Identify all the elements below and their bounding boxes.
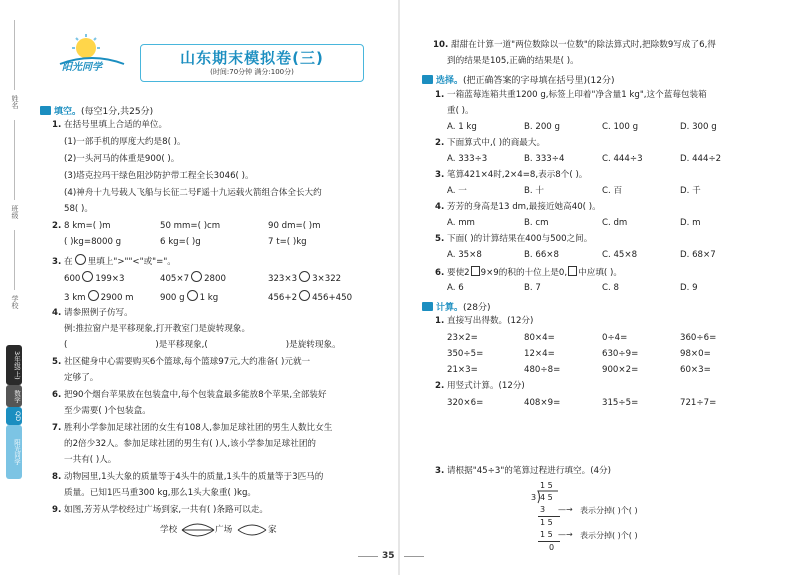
- choice-option[interactable]: B. 200 g: [524, 122, 560, 132]
- strip-line: [14, 120, 15, 200]
- question-text[interactable]: 下面算式中,( )的商最大。: [446, 138, 546, 148]
- ld-step3: 1 5: [540, 530, 553, 539]
- route-path: [238, 525, 266, 530]
- vertical-calc-item[interactable]: 721÷7=: [680, 398, 717, 408]
- choice-option[interactable]: C. 45×8: [602, 250, 638, 260]
- q2-r2b[interactable]: 6 kg=( )g: [160, 237, 201, 247]
- q4-part-c: )是旋转现象。: [285, 340, 341, 350]
- question-2: [52, 221, 61, 232]
- question-text[interactable]: 芳芳的身高是13 dm,最接近她高40( )。: [446, 202, 601, 212]
- square-blank-icon: [568, 266, 577, 276]
- compare-circle[interactable]: [88, 290, 99, 301]
- compare-circle[interactable]: [187, 290, 198, 301]
- choice-option[interactable]: C. 8: [602, 283, 619, 293]
- q1-line-4b[interactable]: 58( )。: [64, 204, 93, 214]
- route-path: [238, 530, 266, 535]
- question-number: 7.: [52, 423, 62, 433]
- q3-r1c: [268, 271, 341, 285]
- grade-badge: 3年级(上): [6, 345, 22, 385]
- square-blank-icon: [471, 266, 480, 276]
- ld-divisor: 3: [531, 493, 537, 502]
- choice-option[interactable]: A. 1 kg: [447, 122, 477, 132]
- choice-option[interactable]: A. mm: [447, 218, 475, 228]
- choice-option[interactable]: D. 444÷2: [680, 154, 722, 164]
- question-number: 4.: [435, 202, 445, 212]
- choice-option[interactable]: A. 6: [447, 283, 464, 293]
- compare-left: 456+2: [268, 293, 298, 303]
- q2-r1c[interactable]: 90 dm=( )m: [268, 221, 321, 231]
- question-text[interactable]: 如图,芳芳从学校经过广场到家,一共有( )条路可以走。: [63, 505, 268, 515]
- ld-remainder: 0: [549, 543, 555, 552]
- q5-line-2: 定够了。: [64, 373, 99, 383]
- question-9: [52, 505, 268, 516]
- ld-rule: [538, 541, 560, 542]
- section-note: (把正确答案的字母填在括号里)(12分): [463, 76, 615, 86]
- route-path: [182, 524, 214, 530]
- arrow-right-icon: —→: [558, 505, 573, 514]
- compare-left: 600: [64, 274, 81, 284]
- section-icon: [422, 302, 433, 311]
- choice-option[interactable]: D. 9: [680, 283, 698, 293]
- vertical-calc-item[interactable]: 315÷5=: [602, 398, 639, 408]
- q4-part-b: )是平移现象,(: [155, 340, 208, 350]
- arrow-right-icon: —→: [558, 530, 573, 539]
- question-number: 3.: [435, 466, 445, 476]
- q3-r2b: [160, 290, 218, 304]
- compare-left: 405×7: [160, 274, 190, 284]
- question-8: [52, 472, 323, 483]
- q4-part-a: (: [64, 340, 68, 350]
- choice-1: [435, 90, 707, 101]
- q2-r2c[interactable]: 7 t=( )kg: [268, 237, 307, 247]
- route-square-label: 广场: [215, 525, 233, 535]
- compare-left: 900 g: [160, 293, 185, 303]
- question-text: 把90个烟台苹果放在包装盒中,每个包装盒最多能放8个苹果,全部装好: [63, 390, 327, 400]
- choice-option[interactable]: B. 333÷4: [524, 154, 565, 164]
- question-number: 5.: [52, 357, 62, 367]
- route-home-label: 家: [268, 525, 277, 535]
- route-school-label: 学校: [160, 525, 178, 535]
- question-7: [52, 423, 332, 434]
- school-label: 学校: [11, 295, 19, 309]
- section-note: (28分): [463, 303, 491, 313]
- ld-dividend: 4 5: [540, 493, 553, 502]
- question-text: 请根据"45÷3"的笔算过程进行填空。(4分): [446, 466, 611, 476]
- question-number: 3.: [435, 170, 445, 180]
- oral-calc-item[interactable]: 23×2=: [447, 333, 478, 343]
- ld-step2: 1 5: [540, 518, 553, 527]
- choice-option[interactable]: D. m: [680, 218, 701, 228]
- oral-calc-item[interactable]: 12×4=: [524, 349, 555, 359]
- compare-right: 199×3: [95, 274, 125, 284]
- section-choice: [422, 73, 615, 86]
- subject-badge: 数学: [6, 385, 22, 407]
- q1-line-3[interactable]: (3)塔克拉玛干绿色阻沙防护带工程全长3046( )。: [64, 171, 254, 181]
- title-box: [140, 44, 364, 82]
- choice-3: [435, 170, 587, 181]
- oral-calc-item[interactable]: 0÷4=: [602, 333, 628, 343]
- choice-option[interactable]: B. cm: [524, 218, 549, 228]
- choice-5: [435, 234, 592, 245]
- footer-dash: [404, 556, 424, 557]
- question-5: [52, 357, 310, 368]
- question-3: [52, 254, 176, 268]
- q1-line-1[interactable]: (1)一部手机的厚度大约是8( )。: [64, 137, 186, 147]
- q4-answer-line[interactable]: [64, 340, 374, 351]
- question-text: 请参照例子仿写。: [63, 308, 133, 318]
- choice-option[interactable]: B. 十: [524, 186, 544, 196]
- q6-line-2[interactable]: 至少需要( )个包装盒。: [64, 406, 151, 416]
- compare-left: 3 km: [64, 293, 86, 303]
- q3-r1b: [160, 271, 226, 285]
- question-text: 在: [63, 257, 73, 267]
- question-number: 1.: [435, 90, 445, 100]
- compare-right: 2900 m: [100, 293, 134, 303]
- section-label: 计算。: [436, 303, 464, 313]
- question-text[interactable]: 社区健身中心需要购买6个篮球,每个篮球97元,大约准备( )元就一: [63, 357, 311, 367]
- question-number: 3.: [52, 257, 62, 267]
- question-6: [52, 390, 326, 401]
- oral-calc-item[interactable]: 98×0=: [680, 349, 711, 359]
- q2-r1b[interactable]: 50 mm=( )cm: [160, 221, 221, 231]
- question-number: 1.: [52, 120, 62, 130]
- choice-option[interactable]: C. dm: [602, 218, 628, 228]
- compare-right: 1 kg: [199, 293, 219, 303]
- binding-strip: [0, 0, 36, 575]
- oral-calc-item[interactable]: 630÷9=: [602, 349, 639, 359]
- page-subtitle: (时间:70分钟 满分:100分): [210, 68, 294, 76]
- strip-line: [14, 230, 15, 290]
- ld-quotient: 1 5: [540, 481, 553, 490]
- oral-calc-item[interactable]: 21×3=: [447, 365, 478, 375]
- strip-line: [14, 20, 15, 90]
- q2-r1a[interactable]: 8 km=( )m: [64, 221, 111, 231]
- question-number: 9.: [52, 505, 62, 515]
- logo-text: 阳光同学: [62, 62, 102, 73]
- circle-blank-icon: [75, 254, 86, 265]
- question-text: 里填上">""<"或"="。: [87, 257, 176, 267]
- choice-option[interactable]: A. 一: [447, 186, 467, 196]
- question-text: 用竖式计算。(12分): [446, 381, 525, 391]
- page-number: 35: [382, 551, 395, 561]
- choice-option[interactable]: A. 35×8: [447, 250, 482, 260]
- question-number: 2.: [52, 221, 62, 231]
- oral-calc-item[interactable]: 900×2=: [602, 365, 639, 375]
- question-text: 在括号里填上合适的单位。: [63, 120, 168, 130]
- q4-example: 例:推拉窗户是平移现象,打开教室门是旋转现象。: [64, 324, 251, 334]
- question-text: 动物园里,1头大象的质量等于4头牛的质量,1头牛的质量等于3匹马的: [63, 472, 324, 482]
- choice-option[interactable]: C. 444÷3: [602, 154, 643, 164]
- page-fold: [398, 0, 400, 575]
- oral-calc-item[interactable]: 60×3=: [680, 365, 711, 375]
- section-note: (每空1分,共25分): [81, 107, 154, 117]
- footer-dash: [358, 556, 378, 557]
- route-path: [182, 530, 214, 536]
- choice-option[interactable]: D. 千: [680, 186, 701, 196]
- q1-line-4a: (4)神舟十九号载人飞船与长征二号F遥十九运载火箭组合体全长大约: [64, 188, 322, 198]
- question-number: 10.: [433, 40, 449, 50]
- question-10: [433, 40, 716, 51]
- question-text: 直接写出得数。(12分): [446, 316, 534, 326]
- choice-6: [435, 266, 622, 279]
- question-text: 甜甜在计算一道"两位数除以一位数"的除法算式时,把除数9写成了6,得: [450, 40, 716, 50]
- section-icon: [422, 75, 433, 84]
- choice-option[interactable]: B. 66×8: [524, 250, 559, 260]
- question-text[interactable]: 中应填( )。: [578, 268, 622, 278]
- calc-2: [435, 381, 525, 392]
- compare-circle[interactable]: [299, 271, 310, 282]
- question-number: 2.: [435, 138, 445, 148]
- question-number: 1.: [435, 316, 445, 326]
- compare-circle[interactable]: [82, 271, 93, 282]
- section-label: 填空。: [54, 107, 82, 117]
- vertical-calc-item[interactable]: 408×9=: [524, 398, 561, 408]
- sunshine-logo: [52, 34, 132, 74]
- question-text[interactable]: 笔算421×4时,2×4=8,表示8个( )。: [446, 170, 588, 180]
- ld-explain-2[interactable]: 表示分掉( )个( ): [580, 531, 638, 540]
- name-label: 姓名: [11, 95, 19, 109]
- vertical-calc-item[interactable]: 320×6=: [447, 398, 484, 408]
- question-text: 一箱蓝莓连箱共重1200 g,标签上印着"净含量1 kg",这个蓝莓包装箱: [446, 90, 707, 100]
- question-4: [52, 308, 133, 319]
- ld-explain-1[interactable]: 表示分掉( )个( ): [580, 506, 638, 515]
- q1-line-2[interactable]: (2)一头河马的体重是900( )。: [64, 154, 180, 164]
- section-fill-blank: [40, 104, 153, 117]
- section-icon: [40, 106, 51, 115]
- choice-4: [435, 202, 601, 213]
- edition-badge: QD: [6, 407, 22, 425]
- q7-line-2[interactable]: 的2倍少32人。参加足球社团的男生有( )人,该小学参加足球社团的: [64, 439, 317, 449]
- q7-line-3[interactable]: 一共有( )人。: [64, 455, 117, 465]
- q10-line-2[interactable]: 到的结果是105,正确的结果是( )。: [447, 56, 579, 66]
- question-number: 6.: [435, 268, 445, 278]
- choice-option[interactable]: C. 百: [602, 186, 623, 196]
- calc-1: [435, 316, 533, 327]
- choice-1-line-2[interactable]: 重( )。: [447, 106, 474, 116]
- question-text: 9×9的积的十位上是0,: [480, 268, 568, 278]
- compare-circle[interactable]: [299, 290, 310, 301]
- question-number: 6.: [52, 390, 62, 400]
- q3-r1a: [64, 271, 124, 285]
- choice-option[interactable]: D. 300 g: [680, 122, 717, 132]
- q3-r2a: [64, 290, 134, 304]
- compare-circle[interactable]: [191, 271, 202, 282]
- oral-calc-item[interactable]: 360÷6=: [680, 333, 717, 343]
- question-number: 8.: [52, 472, 62, 482]
- page-title: 山东期末模拟卷(三): [180, 49, 324, 67]
- question-text[interactable]: 下面( )的计算结果在400与500之间。: [446, 234, 593, 244]
- question-number: 5.: [435, 234, 445, 244]
- ld-step1: 3: [540, 505, 546, 514]
- class-label: 班级: [11, 205, 19, 219]
- section-label: 选择。: [436, 76, 464, 86]
- choice-option[interactable]: D. 68×7: [680, 250, 716, 260]
- question-number: 4.: [52, 308, 62, 318]
- calc-3: [435, 466, 611, 477]
- q3-r2c: [268, 290, 352, 304]
- q2-r2a[interactable]: ( )kg=8000 g: [64, 237, 122, 247]
- compare-right: 3×322: [312, 274, 342, 284]
- choice-option[interactable]: B. 7: [524, 283, 541, 293]
- question-text: 胜利小学参加足球社团的女生有108人,参加足球社团的男生人数比女生: [63, 423, 333, 433]
- question-1: [52, 120, 167, 131]
- question-text: 要使2: [446, 268, 470, 278]
- choice-option[interactable]: A. 333÷3: [447, 154, 488, 164]
- ld-rule: [538, 516, 560, 517]
- oral-calc-item[interactable]: 480÷8=: [524, 365, 561, 375]
- section-calculation: [422, 300, 491, 313]
- oral-calc-item[interactable]: 350÷5=: [447, 349, 484, 359]
- q8-line-2[interactable]: 质量。已知1匹马重300 kg,那么1头大象重( )kg。: [64, 488, 257, 498]
- compare-right: 456+450: [312, 293, 353, 303]
- question-number: 2.: [435, 381, 445, 391]
- compare-right: 2800: [204, 274, 226, 284]
- oral-calc-item[interactable]: 80×4=: [524, 333, 555, 343]
- route-diagram: [180, 518, 270, 542]
- choice-option[interactable]: C. 100 g: [602, 122, 639, 132]
- series-badge: 阳光同学: [6, 425, 22, 479]
- choice-2: [435, 138, 545, 149]
- compare-left: 323×3: [268, 274, 298, 284]
